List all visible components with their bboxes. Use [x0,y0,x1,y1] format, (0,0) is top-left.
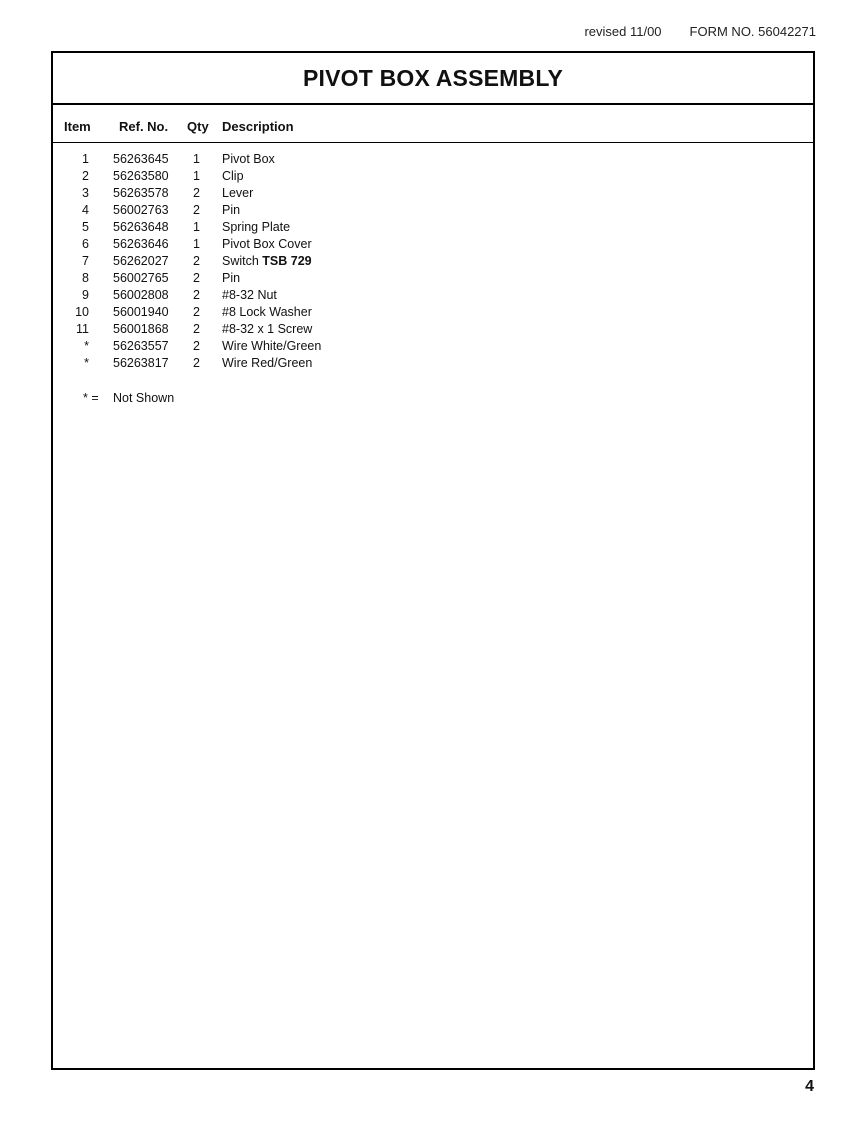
description-text: #8-32 Nut [222,288,277,302]
legend-symbol: * = [83,391,99,405]
quantity: 1 [193,220,200,234]
description [222,203,240,217]
description-text: Lever [222,186,254,200]
quantity: 2 [193,203,200,217]
table-row [53,152,813,169]
form-number: FORM NO. 56042271 [689,24,816,39]
ref-number: 56263578 [113,186,169,200]
description-text: Pivot Box Cover [222,237,312,251]
description [222,186,253,200]
description [222,356,312,370]
parts-list-frame [51,51,815,1070]
header-item: Item [64,119,91,134]
document-meta [584,24,816,39]
quantity: 2 [193,356,200,370]
page-title: PIVOT BOX ASSEMBLY [53,53,813,105]
item-number: * [84,339,89,353]
description-text: Clip [222,169,244,183]
description [222,322,312,336]
ref-number: 56002763 [113,203,169,217]
page-number: 4 [805,1078,814,1095]
item-number: * [84,356,89,370]
description [222,305,312,319]
ref-number: 56002765 [113,271,169,285]
ref-number: 56262027 [113,254,169,268]
quantity: 2 [193,271,200,285]
quantity: 2 [193,322,200,336]
quantity: 1 [193,237,200,251]
description-text: Wire Red/Green [222,356,313,370]
ref-number: 56263557 [113,339,169,353]
item-number: 11 [76,322,89,336]
table-row [53,339,813,356]
description-text: Pin [222,271,241,285]
table-row [53,288,813,305]
header-qty: Qty [187,119,209,134]
ref-number: 56263580 [113,169,169,183]
description [222,169,244,183]
legend-text: Not Shown [113,391,175,405]
ref-number: 56263817 [113,356,169,370]
item-number: 7 [82,254,89,268]
quantity: 1 [193,152,200,166]
table-row [53,271,813,288]
item-number: 10 [75,305,89,319]
ref-number: 56001940 [113,305,169,319]
table-row [53,305,813,322]
description-text: Pivot Box [222,152,275,166]
item-number: 8 [82,271,89,285]
description [222,237,312,251]
quantity: 2 [193,288,200,302]
description-text: Spring Plate [222,220,291,234]
description [222,288,277,302]
item-number: 1 [82,152,89,166]
parts-table-body [53,143,813,373]
header-ref-no: Ref. No. [119,119,169,134]
item-number: 2 [82,169,89,183]
description [222,254,312,268]
item-number: 6 [82,237,89,251]
item-number: 4 [82,203,89,217]
revision-date: revised 11/00 [584,24,662,39]
table-row [53,203,813,220]
ref-number: 56263645 [113,152,169,166]
ref-number: 56002808 [113,288,169,302]
item-number: 3 [82,186,89,200]
description-text: Wire White/Green [222,339,322,353]
description [222,271,240,285]
quantity: 1 [193,169,200,183]
item-number: 5 [82,220,89,234]
table-row [53,186,813,203]
ref-number: 56263648 [113,220,169,234]
quantity: 2 [193,186,200,200]
description-text: #8 Lock Washer [222,305,312,319]
item-number: 9 [82,288,89,302]
quantity: 2 [193,254,200,268]
table-header [53,105,813,143]
quantity: 2 [193,305,200,319]
table-row [53,237,813,254]
header-description: Description [222,119,294,134]
table-row [53,169,813,186]
description-text: #8-32 x 1 Screw [222,322,313,336]
quantity: 2 [193,339,200,353]
ref-number: 56263646 [113,237,169,251]
table-row [53,254,813,271]
table-row [53,356,813,373]
description [222,152,275,166]
description-text: Switch [222,254,263,268]
description-text: Pin [222,203,241,217]
description-bold-code: TSB 729 [262,254,312,268]
description [222,220,290,234]
description [222,339,321,353]
table-row [53,220,813,237]
legend-note [53,391,813,408]
table-row [53,322,813,339]
ref-number: 56001868 [113,322,169,336]
